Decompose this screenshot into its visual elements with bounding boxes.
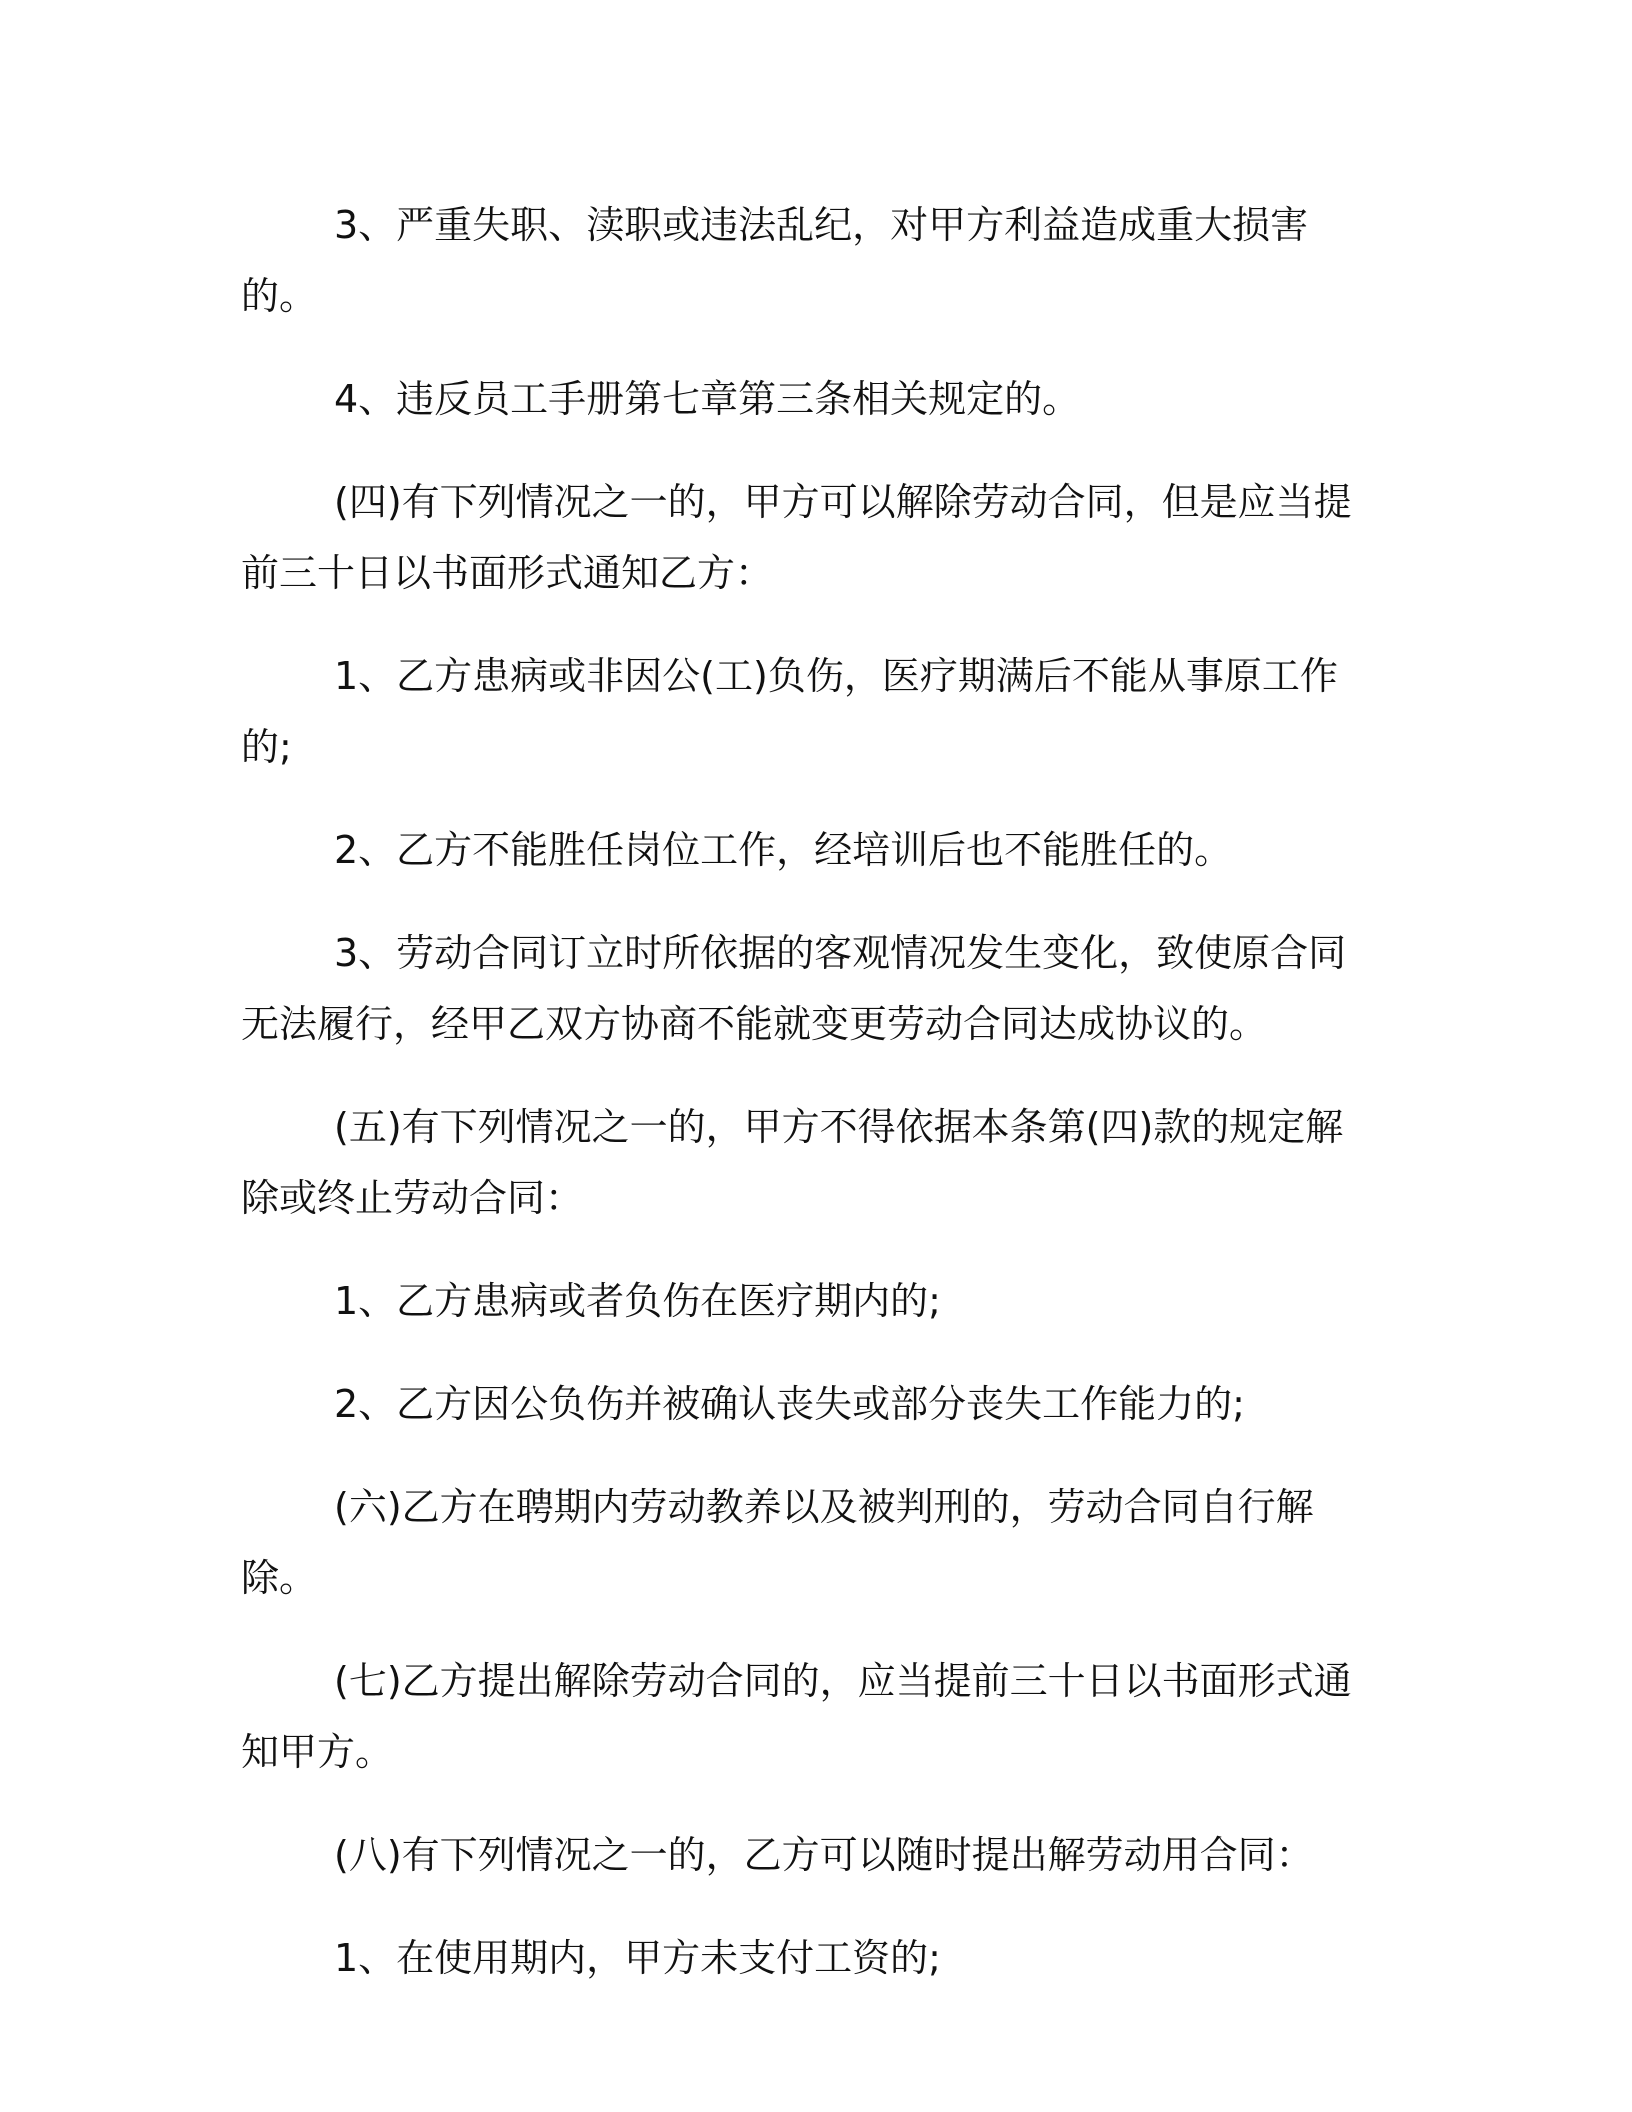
paragraph-section-4-item-1: 1、乙方患病或非因公(工)负伤，医疗期满后不能从事原工作的; xyxy=(241,654,1338,769)
paragraph-section-8-item-1: 1、在使用期内，甲方未支付工资的; xyxy=(334,1936,941,1980)
paragraph-section-6-automatic-termination: (六)乙方在聘期内劳动教养以及被判刑的，劳动合同自行解除。 xyxy=(241,1485,1314,1600)
paragraph-section-8-employee-immediate: (八)有下列情况之一的，乙方可以随时提出解劳动用合同： xyxy=(334,1833,1314,1877)
paragraph-clause-3-serious-negligence: 3、严重失职、渎职或违法乱纪，对甲方利益造成重大损害的。 xyxy=(241,203,1309,318)
paragraph-section-4-notice-termination: (四)有下列情况之一的，甲方可以解除劳动合同，但是应当提前三十日以书面形式通知乙方： xyxy=(241,480,1352,595)
paragraph-section-5-no-termination: (五)有下列情况之一的，甲方不得依据本条第(四)款的规定解除或终止劳动合同： xyxy=(241,1105,1344,1220)
paragraph-section-4-item-3: 3、劳动合同订立时所依据的客观情况发生变化，致使原合同无法履行，经甲乙双方协商不能就变更劳动合同达成协议的。 xyxy=(241,931,1347,1046)
paragraph-clause-4-handbook-violation: 4、违反员工手册第七章第三条相关规定的。 xyxy=(334,377,1081,421)
document-body xyxy=(241,190,1359,2026)
paragraph-section-7-employee-notice: (七)乙方提出解除劳动合同的，应当提前三十日以书面形式通知甲方。 xyxy=(241,1659,1352,1774)
paragraph-section-5-item-1: 1、乙方患病或者负伤在医疗期内的; xyxy=(334,1279,941,1323)
paragraph-section-4-item-2: 2、乙方不能胜任岗位工作，经培训后也不能胜任的。 xyxy=(334,828,1233,872)
paragraph-section-5-item-2: 2、乙方因公负伤并被确认丧失或部分丧失工作能力的; xyxy=(334,1382,1245,1426)
